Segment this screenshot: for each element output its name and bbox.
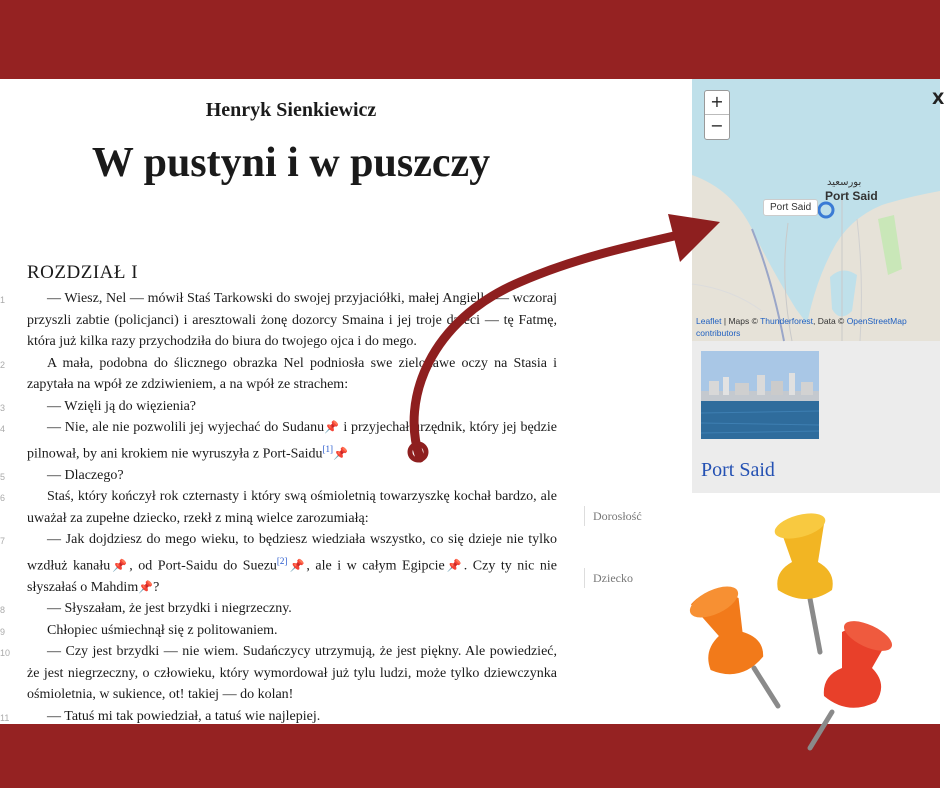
paragraph [0, 396, 557, 418]
footnote-link[interactable]: [2] [276, 555, 288, 566]
map-marker-popup[interactable]: Port Said [763, 199, 818, 216]
paragraph-text: — Nie, ale nie pozwolili jej wyjechać do Sudanu [47, 420, 325, 435]
line-number: 5 [0, 471, 6, 482]
zoom-in-button[interactable]: + [705, 91, 729, 115]
close-button[interactable]: X [932, 89, 944, 108]
thunderforest-link[interactable]: Thunderforest [760, 316, 814, 326]
paragraph-text: — Tatuś mi tak powiedział, a tatuś wie najlepiej. [47, 708, 321, 724]
place-photo[interactable] [701, 351, 819, 439]
line-number: 2 [0, 359, 6, 370]
paragraph-text: i przyjechał urzędnik, który jej będzie pilnował, by ani krokiem nie wyruszyła z Port-Saidu [27, 420, 557, 462]
pushpin-icon[interactable]: 📌 [287, 558, 307, 573]
line-number: 4 [0, 424, 6, 434]
paragraph [0, 465, 557, 487]
paragraph-text: ? [153, 579, 160, 595]
bottom-banner [0, 724, 940, 788]
book-author: Henryk Sienkiewicz [205, 99, 377, 121]
line-number: 8 [0, 605, 6, 616]
attribution-text: | Maps © [721, 316, 761, 326]
paragraph-text: — Czy jest brzydki — nie wiem. Sudańczycy utrzymują, że jest piękny. Ale powiedzieć, że jest niegrzeczny, o człowieku, który wymordował już tylu ludzi, może tylko dziewczynka ośmioletnia, w sukience, ot! takiej — do kolan! [27, 644, 557, 703]
margin-note-child[interactable]: Dziecko [584, 568, 633, 588]
pushpin-icon[interactable]: 📌 [138, 579, 154, 594]
paragraph-text: , ale i w całym Egipcie [306, 558, 445, 574]
side-panel [692, 79, 944, 493]
paragraph-text: A mała, podobna do ślicznego obrazka Nel podniosła swe zielonawe oczy na Stasia i zapytała na wpół ze zdziwieniem, a na wpół ze strachem: [27, 355, 557, 392]
margin-note-adulthood[interactable]: Dorosłość [584, 506, 642, 526]
paragraph-text: — Jak dojdziesz do mego wieku, to będziesz wiedziała wszystko, co się dzieje nie tylko wzdłuż kanału [27, 532, 557, 574]
paragraph [0, 641, 557, 706]
paragraph [0, 353, 557, 396]
contributors-link[interactable]: contributors [696, 328, 741, 338]
attribution-text: , Data © [813, 316, 847, 326]
pushpin-icon[interactable]: 📌 [324, 420, 340, 434]
paragraph [0, 288, 557, 353]
top-banner [0, 0, 940, 79]
map-view[interactable] [692, 79, 944, 341]
paragraph [0, 529, 557, 598]
paragraph-text: — Dlaczego? [47, 467, 124, 483]
chapter-text [0, 288, 557, 749]
openstreetmap-link[interactable]: OpenStreetMap [846, 316, 907, 326]
paragraph-text: , od Port-Saidu do Suezu [129, 558, 277, 574]
paragraph [0, 417, 557, 465]
chapter-heading: ROZDZIAŁ I [27, 262, 139, 283]
pushpin-icon[interactable]: 📌 [444, 558, 464, 573]
line-number: 3 [0, 402, 6, 413]
map-city-label-arabic: بورسعيد [827, 177, 862, 188]
line-number: 6 [0, 493, 6, 504]
map-zoom-control [704, 90, 730, 140]
paragraph [0, 620, 557, 642]
paragraph-text: Staś, który kończył rok czternasty i który swą ośmioletnią towarzyszkę kochał bardzo, ale uważał za zupełne dziecko, rzekł z miną wielce zarozumiałą: [27, 489, 557, 526]
pushpin-icon [772, 509, 833, 652]
line-number: 9 [0, 626, 6, 637]
pushpin-icon[interactable]: 📌 [110, 558, 130, 573]
paragraph-text: . Czy ty nic nie słyszałaś o Mahdim [27, 558, 557, 595]
line-number: 7 [0, 536, 6, 547]
map-city-label: Port Said [825, 189, 878, 203]
footnote-link[interactable]: [1] [322, 443, 333, 454]
zoom-out-button[interactable]: − [710, 116, 724, 135]
book-title: W pustyni i w puszczy [91, 140, 491, 186]
paragraph-text: — Wzięli ją do więzienia? [47, 398, 197, 414]
paragraph-text: — Słyszałam, że jest brzydki i niegrzeczny. [47, 601, 292, 617]
line-number: 10 [0, 648, 11, 659]
place-name-link[interactable]: Port Said [701, 459, 775, 481]
pushpin-icon[interactable]: 📌 [333, 446, 348, 461]
line-number: 11 [0, 712, 10, 723]
pushpin-icon [685, 580, 778, 706]
line-number: 1 [0, 295, 6, 305]
paragraph [0, 486, 557, 529]
reader-pane [0, 79, 692, 724]
paragraph [0, 598, 557, 620]
paragraph-text: — Wiesz, Nel — mówił Staś Tarkowski do swojej przyjaciółki, małej Angielki — wczoraj przyszli zabtie (policjanci) i aresztowali żonę dozorcy Smaina i jej troje dzieci — tę Fatmę, która już kilka razy przychodziła do biura do twojego ojca i do mego. [27, 291, 557, 349]
map-attribution [692, 315, 940, 339]
leaflet-link[interactable]: Leaflet [696, 316, 722, 326]
paragraph-text: Chłopiec uśmiechnął się z politowaniem. [47, 622, 278, 638]
